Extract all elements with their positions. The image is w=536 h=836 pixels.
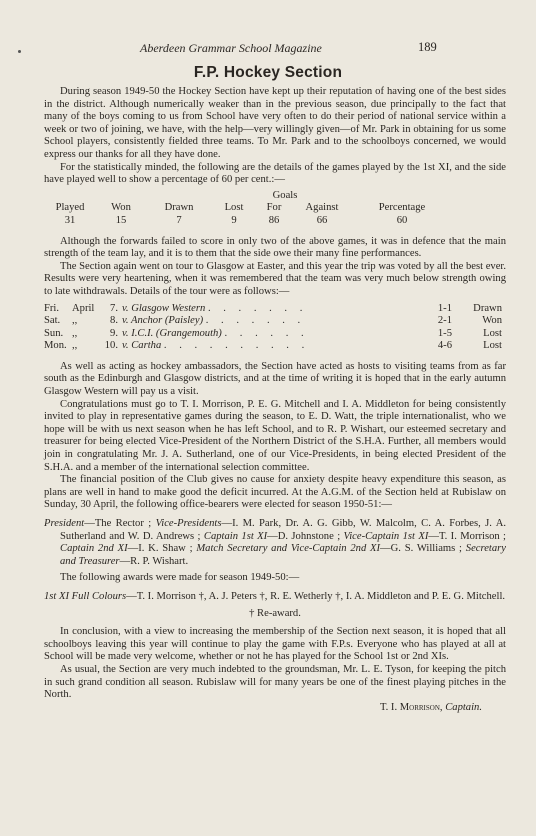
stats-header: Percentage <box>378 202 426 214</box>
tour-day: Sun. <box>44 327 64 339</box>
article-body <box>44 86 506 714</box>
officer-label: Vice-Presidents <box>155 518 222 529</box>
signature-role: Captain. <box>445 701 482 713</box>
stats-value: 9 <box>231 214 237 226</box>
officer-name: G. S. Williams <box>390 543 456 555</box>
tour-score: 4-6 <box>437 340 452 352</box>
stats-header: Won <box>111 202 131 214</box>
tour-row <box>44 315 506 328</box>
awards-list: 1st XI Full Colours—T. I. Morrison †, A. J. Peters †, R. E. Wetherly †, I. A. Middleton and P. E. G. Mitchell. <box>44 590 506 602</box>
season-stats-table <box>44 190 506 228</box>
paragraph: As well as acting as hockey ambassadors, the Section have acted as hosts to visiting teams from as far south as the Edinburgh and Glasgow districts, and at the time of writing it is hoped that in the early autumn Glasgow Western will pay us a visit. <box>44 360 506 398</box>
tour-day: Mon. <box>44 340 67 352</box>
tour-score: 2-1 <box>437 315 452 327</box>
award-footnote: † Re-award. <box>249 607 301 619</box>
tour-row <box>44 328 506 341</box>
paragraph: The Section again went on tour to Glasgow at Easter, and this year the trip was voted by all the best ever. Results were very heartening, when it was remembered that the team was very much below strength owing to late withdrawals. Details of the tour were as follows:— <box>44 260 506 297</box>
officer-label: Captain 1st XI <box>203 530 268 542</box>
tour-opponent: v. Cartha . . . . . . . . . . <box>122 340 310 352</box>
stats-header: Drawn <box>164 202 194 214</box>
tour-opponent: v. I.C.I. (Grangemouth) . . . . . . <box>122 327 309 339</box>
tour-results <box>44 303 506 353</box>
signature-name: T. I. Morrison, <box>379 701 443 713</box>
tour-score: 1-5 <box>437 327 452 339</box>
paragraph: As usual, the Section are very much indebted to the groundsman, Mr. L. E. Tyson, for keeping the pitch in such grand condition all season. Rubislaw will for many years be one of the finest playing pitches in the North. <box>44 663 506 701</box>
officer-label: Captain 2nd XI <box>60 543 128 555</box>
tour-month: ,, <box>72 340 78 352</box>
paragraph: In conclusion, with a view to increasing the membership of the Section next season, it is hoped that all schoolboys leaving this year will continue to play the game with F.P.s. Everyone who has played at all at School will be made very welcome, whether or not he has played for the School 1st or 2nd XIs. <box>44 626 506 663</box>
stats-value: 60 <box>396 214 408 226</box>
tour-opponent: v. Glasgow Western . . . . . . . <box>122 302 308 314</box>
article-title: F.P. Hockey Section <box>193 64 343 81</box>
stats-value: 66 <box>316 214 328 226</box>
stats-header: For <box>266 202 282 214</box>
officer-label: Vice-Captain 1st XI <box>343 530 429 542</box>
officer-name: The Rector <box>94 518 144 529</box>
tour-date: 8. <box>110 315 118 327</box>
paragraph: For the statistically minded, the following are the details of the games played by the 1st XI, and the side have played well to show a percentage of 60 per cent.:— <box>44 161 506 186</box>
stats-value: 86 <box>268 214 280 226</box>
paragraph: The following awards were made for season 1949-50:— <box>60 572 300 584</box>
running-title: Aberdeen Grammar School Magazine <box>140 41 322 55</box>
goals-label: Goals <box>272 189 298 201</box>
officer-name: D. Johnstone <box>277 530 334 542</box>
tour-month: ,, <box>72 327 78 339</box>
paragraph: Although the forwards failed to score in only two of the above games, it was in defence that the main strength of the team lay, and it is to them that the side owe their many fine performances. <box>44 235 506 260</box>
paragraph: During season 1949-50 the Hockey Section have kept up their reputation of having one of the best sides in the district. Although numerically weaker than in the previous season, due principally to the fact that many of the boys coming to us from School have very often to do their period of national service within a week or two of joining, we have, with the help—very willingly given—of Mr. Park in obtaining for us some School players, consistently fielded three teams. To Mr. Park and to the schoolboys concerned, we would express our thanks for all they have done. <box>44 86 506 160</box>
office-bearers: President—The Rector ; Vice-Presidents—I. M. Park, Dr. A. G. Gibb, W. Malcolm, C. A. Forbes, J. A. Sutherland and W. D. Andrews ; Captain 1st XI—D. Johnstone ; Vice-Captain 1st XI—T. I. Morrison ; Captain 2nd XI—I. K. Shaw ; Match Secretary and Vice-Captain 2nd XI—G. S. Williams ; Secretary and Treasurer—R. P. Wishart. <box>44 518 506 567</box>
officer-name: T. I. Morrison <box>438 530 500 542</box>
tour-opponent: v. Anchor (Paisley) . . . . . . . <box>122 315 306 327</box>
paragraph: Congratulations must go to T. I. Morrison, P. E. G. Mitchell and I. A. Middleton for being consistently invited to play in representative games during the season, to E. D. Watt, the triple internationalist, who we hope will be with us next season when he has left School, and to R. P. Wishart, our esteemed secretary and treasurer for being elected Vice-President of the Northern District of the S.H.A. Further, all members would join in congratulating Mr. J. A. Sutherland, one of our Vice-Presidents, in being elected President of the S.H.A. and a member of the international selection committee. <box>44 398 506 473</box>
tour-result: Won <box>482 315 502 327</box>
tour-day: Sat. <box>44 315 61 327</box>
stats-header: Against <box>305 202 339 214</box>
tour-result: Lost <box>483 340 502 352</box>
stats-header-row <box>44 202 506 215</box>
page-mark <box>18 50 21 53</box>
paragraph: The financial position of the Club gives no cause for anxiety despite heavy expenditure this season, as plans are well in hand to make good the deficit incurred. At the A.G.M. of the Section held at Rubislaw on Sunday, 30 April, the following office-bearers were elected for season 1950-51:— <box>44 474 506 511</box>
tour-row <box>44 340 506 353</box>
tour-date: 9. <box>110 327 118 339</box>
tour-result: Drawn <box>473 302 502 314</box>
officer-name: I. M. Park, Dr. A. G. Gibb, W. Malcolm, C. A. Forbes, J. A. Sutherland and W. D. Andrews <box>60 518 506 542</box>
stats-value: 15 <box>115 214 127 226</box>
officer-label: Secretary and Treasurer <box>60 543 506 567</box>
tour-date: 10. <box>104 340 118 352</box>
tour-month: April <box>72 302 95 314</box>
officer-label: Match Secretary and Vice-Captain 2nd XI <box>196 543 381 555</box>
stats-header: Played <box>55 202 85 214</box>
tour-row <box>44 303 506 316</box>
stats-header: Lost <box>224 202 244 214</box>
officer-name: I. K. Shaw <box>138 543 186 555</box>
tour-score: 1-1 <box>437 302 452 314</box>
stats-value: 31 <box>64 214 76 226</box>
stats-value: 7 <box>176 214 182 226</box>
officer-label: President <box>44 518 85 529</box>
award-names: T. I. Morrison †, A. J. Peters †, R. E. Wetherly †, I. A. Middleton and P. E. G. Mitchell. <box>136 590 506 602</box>
tour-month: ,, <box>72 315 78 327</box>
stats-value-row <box>44 215 506 228</box>
award-label: 1st XI Full Colours <box>44 590 127 602</box>
officer-name: R. P. Wishart. <box>130 555 189 567</box>
signature <box>44 702 506 715</box>
page-number: 189 <box>418 40 437 54</box>
tour-date: 7. <box>110 302 118 314</box>
tour-result: Lost <box>483 327 502 339</box>
tour-day: Fri. <box>44 302 60 314</box>
